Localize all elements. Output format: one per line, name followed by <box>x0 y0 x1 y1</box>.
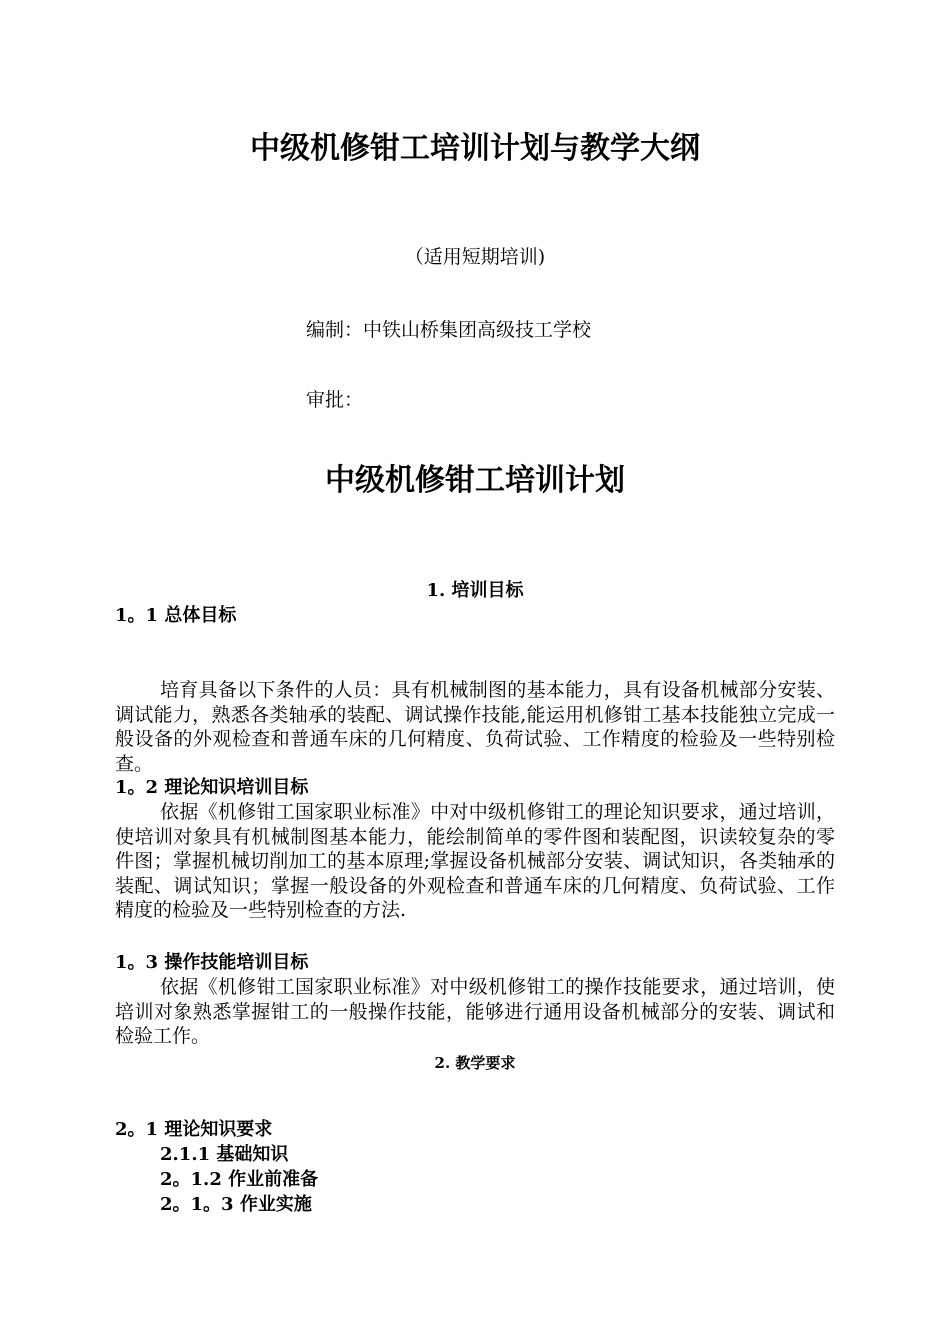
section-1-1-heading: 1。1 总体目标 <box>115 605 237 626</box>
section-2-1-2-item: 2。1.2 作业前准备 <box>160 1169 319 1190</box>
subtitle: （适用短期培训) <box>404 246 546 268</box>
section-2-1-heading: 2。1 理论知识要求 <box>115 1119 273 1140</box>
main-title: 中级机修钳工培训计划与教学大纲 <box>250 131 700 166</box>
section-1-2-heading: 1。2 理论知识培训目标 <box>115 777 309 798</box>
section-1-1-text: 培育具备以下条件的人员：具有机械制图的基本能力，具有设备机械部分安装、调试能力，熟悉各类轴承的装配、调试操作技能,能运用机修钳工基本技能独立完成一般设备的外观检查和普通车床的几何精度、负荷试验、工作精度的检验及一些特别检查。 <box>115 679 835 775</box>
section-2-1-1-item: 2.1.1 基础知识 <box>160 1144 289 1165</box>
section-2-heading: 2. 教学要求 <box>434 1054 516 1072</box>
section-1-heading: 1. 培训目标 <box>426 580 524 601</box>
approver-line: 审批： <box>306 389 364 411</box>
plan-title: 中级机修钳工培训计划 <box>325 463 625 498</box>
section-2-1-3-item: 2。1。3 作业实施 <box>160 1194 312 1215</box>
section-1-3-text: 依据《机修钳工国家职业标准》对中级机修钳工的操作技能要求，通过培训，使培训对象熟悉掌握钳工的一般操作技能，能够进行通用设备机械部分的安装、调试和检验工作。 <box>115 976 835 1047</box>
compiler-line: 编制：中铁山桥集团高级技工学校 <box>306 319 592 341</box>
section-1-3-heading: 1。3 操作技能培训目标 <box>115 952 309 973</box>
section-1-2-text: 依据《机修钳工国家职业标准》中对中级机修钳工的理论知识要求，通过培训，使培训对象具有机械制图基本能力，能绘制简单的零件图和装配图，识读较复杂的零件图；掌握机械切削加工的基本原理;掌握设备机械部分安装、调试知识，各类轴承的装配、调试知识；掌握一般设备的外观检查和普通车床的几何精度、负荷试验、工作精度的检验及一些特别检查的方法. <box>115 801 835 921</box>
